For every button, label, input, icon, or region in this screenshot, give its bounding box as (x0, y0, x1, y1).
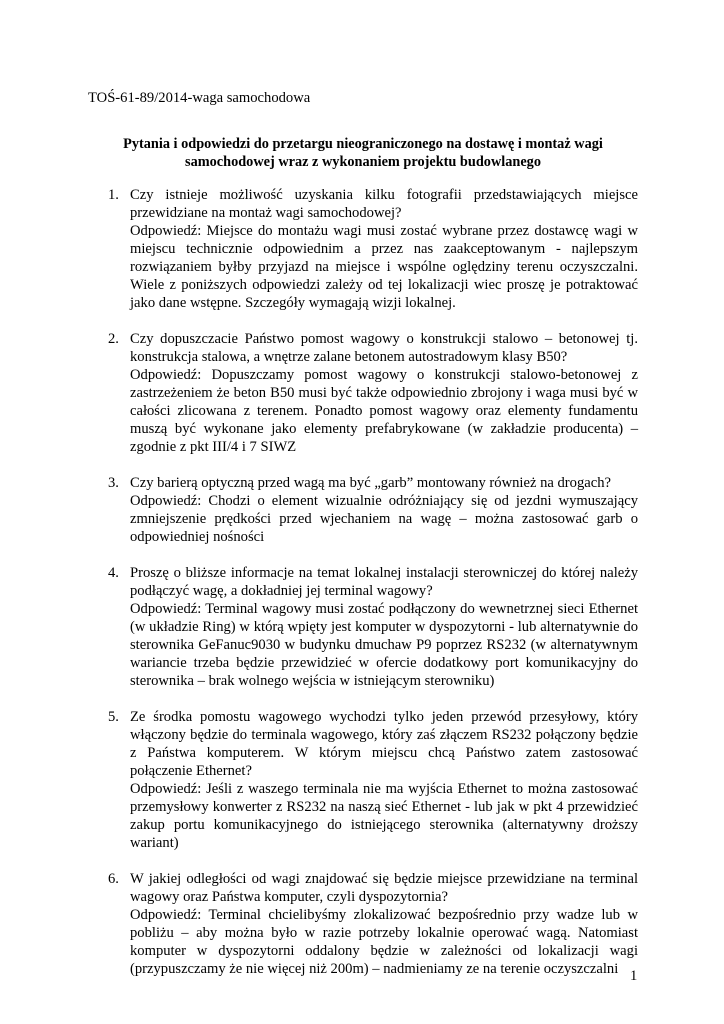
qa-list (88, 186, 638, 996)
qa-item (88, 564, 638, 690)
item-number: 5. (108, 709, 119, 725)
qa-item (88, 870, 638, 978)
qa-item (88, 708, 638, 852)
item-number: 3. (108, 475, 119, 491)
qa-item (88, 186, 638, 312)
qa-item (88, 474, 638, 546)
item-number: 4. (108, 565, 119, 581)
question-text: Czy barierą optyczną przed wagą ma być „garb” montowany również na drogach? (130, 475, 611, 491)
item-number: 2. (108, 331, 119, 347)
answer-text: Odpowiedź: Terminal wagowy musi zostać podłączony do wewnetrznej sieci Ethernet (w układzie Ring) w którą wpięty jest komputer w dyspozytorni - lub alternatywnie do sterownika GeFanuc9030 w budynku dmuchaw P9 poprzez RS232 (w alternatywnym wariancie trzeba będzie przewidzieć w ofercie dodatkowy port komunikacyjny do sterownika – brak wolnego wejścia w istniejącym sterowniku) (130, 601, 638, 689)
question-text: Proszę o bliższe informacje na temat lokalnej instalacji sterowniczej do której należy podłączyć wagę, a dokładniej jej terminal wagowy? (130, 565, 638, 599)
question-text: Czy istnieje możliwość uzyskania kilku fotografii przedstawiających miejsce przewidziane na montaż wagi samochodowej? (130, 187, 638, 221)
item-number: 1. (108, 187, 119, 203)
document-title: Pytania i odpowiedzi do przetargu nieograniczonego na dostawę i montaż wagi samochodowej wraz z wykonaniem projektu budowlanego (123, 136, 603, 170)
question-text: Czy dopuszczacie Państwo pomost wagowy o konstrukcji stalowo – betonowej tj. konstrukcja stalowa, a wnętrze zalane betonem autostradowym klasy B50? (130, 331, 638, 365)
page-number: 1 (630, 968, 638, 984)
answer-text: Odpowiedź: Jeśli z waszego terminala nie ma wyjścia Ethernet to można zastosować przemysłowy konwerter z RS232 na naszą sieć Ethernet - lub jak w pkt 4 przewidzieć zakup portu komunikacyjnego do istniejącego sterownika (alternatywny droższy wariant) (130, 781, 638, 851)
question-text: Ze środka pomostu wagowego wychodzi tylko jeden przewód przesyłowy, który włączony będzie do terminala wagowego, który zaś złączem RS232 połączony będzie z Państwa komputerem. W którym miejscu chcą Państwo zatem zastosować połączenie Ethernet? (130, 709, 638, 779)
answer-text: Odpowiedź: Dopuszczamy pomost wagowy o konstrukcji stalowo-betonowej z zastrzeżeniem że beton B50 musi być także odpowiednio zbrojony i waga musi być w całości zlicowana z terenem. Ponadto pomost wagowy oraz elementy fundamentu muszą być wykonane jako elementy prefabrykowane (w zakładzie producenta) – zgodnie z pkt III/4 i 7 SIWZ (130, 367, 638, 455)
question-text: W jakiej odległości od wagi znajdować się będzie miejsce przewidziane na terminal wagowy oraz Państwa komputer, czyli dyspozytornia? (130, 871, 638, 905)
qa-item (88, 330, 638, 456)
answer-text: Odpowiedź: Terminal chcielibyśmy zlokalizować bezpośrednio przy wadze lub w pobliżu – aby można było w razie potrzeby lokalnie operować wagą. Natomiast komputer w dyspozytorni oddalony będzie w zależności od lokalizacji wagi (przypuszczamy że nie więcej niż 200m) – nadmieniamy ze na terenie oczyszczalni (130, 907, 638, 977)
item-number: 6. (108, 871, 119, 887)
answer-text: Odpowiedź: Chodzi o element wizualnie odróżniający się od jezdni wymuszający zmniejszenie prędkości przed wjechaniem na wagę – można zastosować garb o odpowiedniej nośności (130, 493, 638, 545)
document-reference: TOŚ-61-89/2014-waga samochodowa (88, 90, 311, 106)
answer-text: Odpowiedź: Miejsce do montażu wagi musi zostać wybrane przez dostawcę wagi w miejscu technicznie odpowiednim a przez nas zaakceptowanym - najlepszym rozwiązaniem byłby przyjazd na miejsce i wspólne oględziny terenu oczyszczalni. Wiele z poniższych odpowiedzi zależy od tej lokalizacji wiec proszę je potraktować jako dane wstępne. Szczegóły wymagają wizji lokalnej. (130, 223, 638, 311)
